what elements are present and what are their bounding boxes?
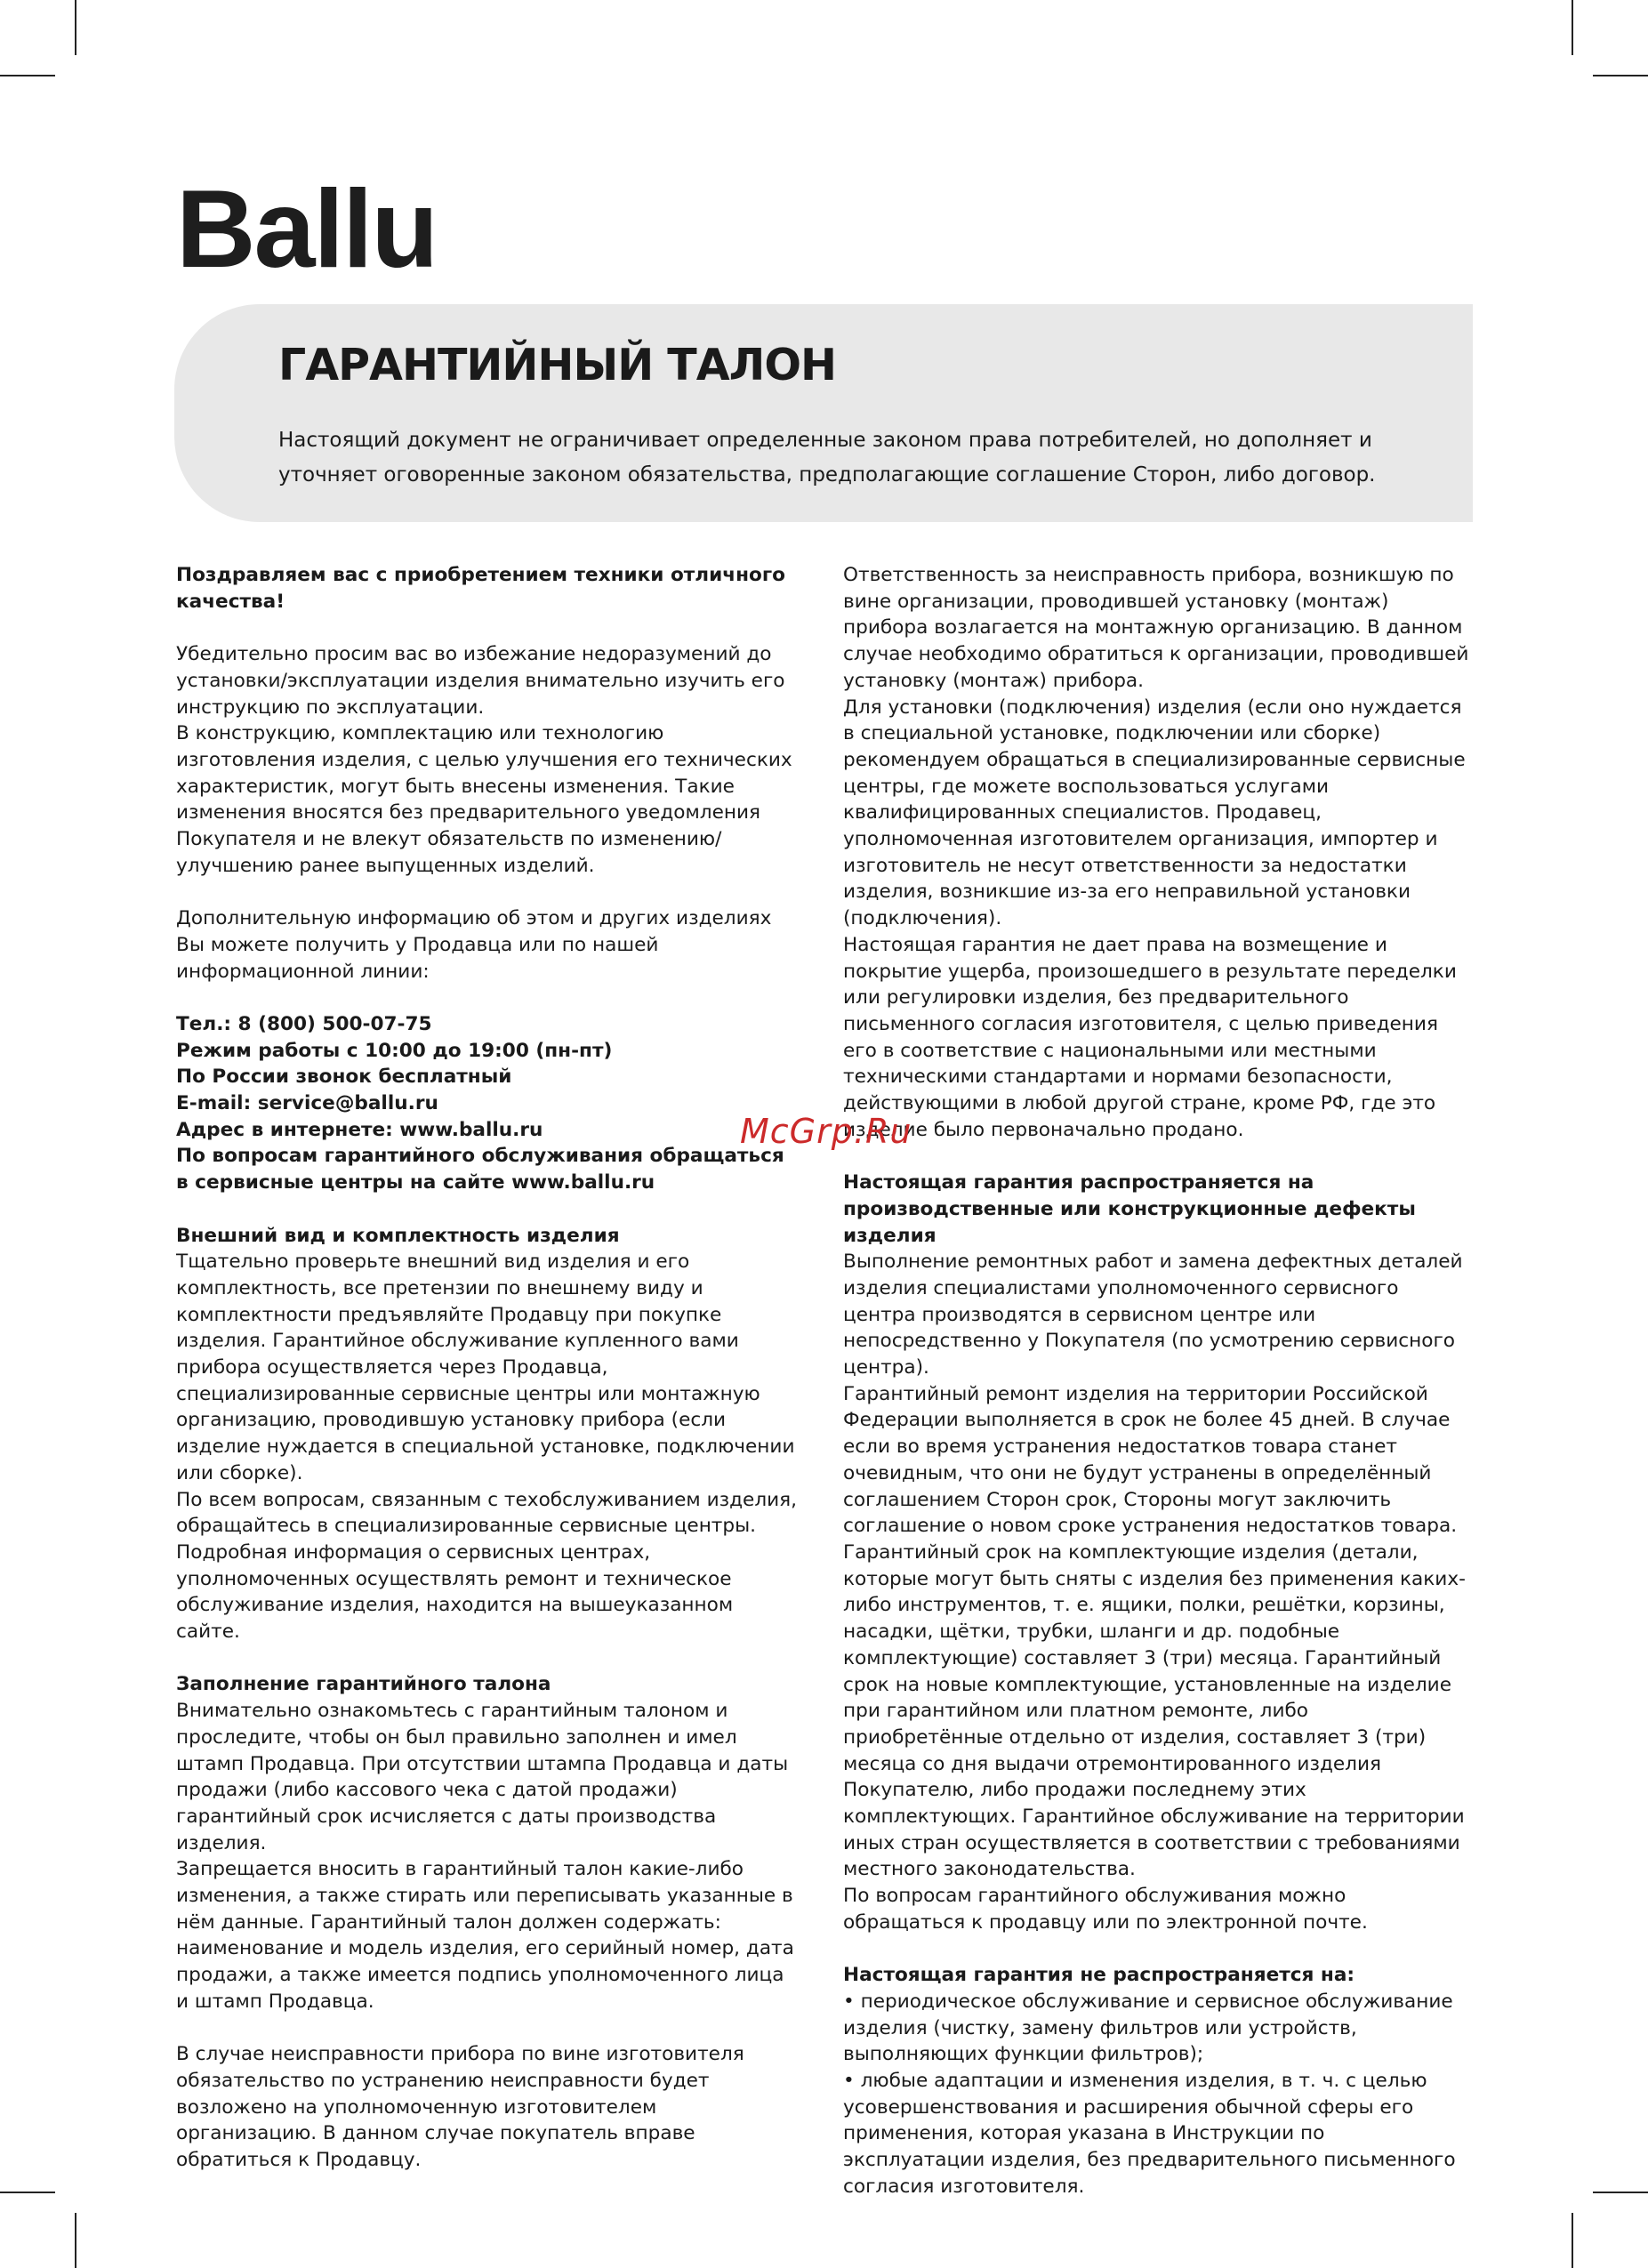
paragraph: Убедительно просим вас во избежание недоразумений до установки/эксплуатации изделия внимательно изучить его инструкцию по эксплуатации. — [176, 643, 785, 719]
contact-free-call: По России звонок бесплатный — [176, 1066, 512, 1089]
crop-mark — [1593, 75, 1648, 76]
paragraph: Выполнение ремонтных работ и замена дефектных деталей изделия специалистами уполномоченного сервисного центра производятся в сервисном центре или непосредственно у Покупателя (по усмотрению сервисного центра). — [843, 1251, 1463, 1379]
crop-mark — [0, 2192, 55, 2193]
paragraph: Гарантийный срок на комплектующие изделия (детали, которые могут быть сняты с изделия без применения каких-либо инструментов, т. е. ящики, полки, решётки, корзины, насадки, щётки, трубки, шланги и др. подобные комплектующие) составляет 3 (три) месяца. Гарантийный срок на новые комплектующие, установленные на изделие при гарантийном или платном ремонте, либо приобретённые отдельно от изделия, составляет 3 (три) месяца со дня выдачи отремонтированного изделия Покупателю, либо продажи последнему этих комплектующих. Гарантийное обслуживание на территории иных стран осуществляется в соответствии с требованиями местного законодательства. — [843, 1541, 1466, 1881]
contact-phone: Тел.: 8 (800) 500-07-75 — [176, 1012, 432, 1035]
list-item: • любые адаптации и изменения изделия, в т. ч. с целью усовершенствования и расширения обычной сферы его применения, которая указана в Инструкции по эксплуатации изделия, без предварительного письменного согласия изготовителя. — [843, 2070, 1456, 2198]
section-heading: Внешний вид и комплектность изделия — [176, 1224, 620, 1247]
contact-email: E-mail: service@ballu.ru — [176, 1092, 438, 1115]
section-heading: Настоящая гарантия распространяется на производственные или конструкционные дефекты изделия — [843, 1171, 1416, 1247]
paragraph: Настоящая гарантия не дает права на возмещение и покрытие ущерба, произошедшего в результате переделки или регулировки изделия, без предварительного письменного согласия изготовителя, с целью приведения его в соответствие с национальными или местными техническими стандартами и нормами безопасности, действующими в любой другой стране, кроме РФ, где это изделие было первоначально продано. — [843, 933, 1457, 1141]
crop-mark — [75, 0, 76, 55]
paragraph: В конструкцию, комплектацию или технологию изготовления изделия, с целью улучшения его технических характеристик, могут быть внесены изменения. Такие изменения вносятся без предварительного уведомления Покупателя и не влекут обязательств по изменению/улучшению ранее выпущенных изделий. — [176, 722, 792, 877]
congrats-heading: Поздравляем вас с приобретением техники отличного качества! — [176, 564, 785, 613]
watermark: McGrp.Ru — [740, 1112, 912, 1151]
section-heading: Настоящая гарантия не распространяется на: — [843, 1964, 1355, 1987]
right-column — [843, 562, 1470, 2200]
contact-site: Адрес в интернете: www.ballu.ru — [176, 1118, 543, 1141]
contact-block — [176, 1011, 799, 1196]
crop-mark — [1572, 2213, 1573, 2268]
page-title: ГАРАНТИЙНЫЙ ТАЛОН — [278, 340, 836, 390]
crop-mark — [1572, 0, 1573, 55]
paragraph: Дополнительную информацию об этом и других изделиях Вы можете получить у Продавца или по нашей информационной линии: — [176, 907, 772, 983]
paragraph: Запрещается вносить в гарантийный талон какие-либо изменения, а также стирать или переписывать указанные в нём данные. Гарантийный талон должен содержать: наименование и модель изделия, его серийный номер, дата продажи, а также имеется подпись уполномоченного лица и штамп Продавца. — [176, 1858, 794, 2013]
intro-text: Настоящий документ не ограничивает определенные законом права потребителей, но дополняет и уточняет оговоренные законом обязательства, предполагающие соглашение Сторон, либо договор. — [278, 429, 1376, 487]
paragraph: Гарантийный ремонт изделия на территории Российской Федерации выполняется в срок не более 45 дней. В случае если во время устранения недостатков товара станет очевидным, что они не будут устранены в определённый соглашением Сторон срок, Стороны могут заключить соглашение о новом сроке устранения недостатков товара. — [843, 1382, 1458, 1538]
paragraph: В случае неисправности прибора по вине изготовителя обязательство по устранению неисправности будет возложено на уполномоченную изготовителем организацию. В данном случае покупатель вправе обратиться к Продавцу. — [176, 2043, 744, 2172]
left-column — [176, 562, 799, 2174]
contact-hours: Режим работы с 10:00 до 19:00 (пн-пт) — [176, 1039, 613, 1062]
contact-service: По вопросам гарантийного обслуживания обращаться в сервисные центры на сайте www.ballu.ru — [176, 1145, 784, 1194]
paragraph: По всем вопросам, связанным с техобслуживанием изделия, обращайтесь в специализированные сервисные центры. Подробная информация о сервисных центрах, уполномоченных осуществлять ремонт и техническое обслуживание изделия, находится на вышеуказанном сайте. — [176, 1488, 798, 1644]
paragraph: Тщательно проверьте внешний вид изделия и его комплектность, все претензии по внешнему виду и комплектности предъявляйте Продавцу при покупке изделия. Гарантийное обслуживание купленного вами прибора осуществляется через Продавца, специализированные сервисные центры или монтажную организацию, проводившую установку прибора (если изделие нуждается в специальной установке, подключении или сборке). — [176, 1251, 795, 1484]
crop-mark — [75, 2213, 76, 2268]
paragraph: Внимательно ознакомьтесь с гарантийным талоном и проследите, чтобы он был правильно заполнен и имел штамп Продавца. При отсутствии штампа Продавца и даты продажи (либо кассового чека с датой продажи) гарантийный срок исчисляется с даты производства изделия. — [176, 1700, 789, 1854]
crop-mark — [0, 75, 55, 76]
crop-mark — [1593, 2192, 1648, 2193]
brand-logo: Ballu — [176, 168, 438, 291]
section-heading: Заполнение гарантийного талона — [176, 1673, 551, 1696]
paragraph: По вопросам гарантийного обслуживания можно обращаться к продавцу или по электронной почте. — [843, 1885, 1368, 1934]
paragraph: Для установки (подключения) изделия (если оно нуждается в специальной установке, подключении или сборке) рекомендуем обращаться в специализированные сервисные центры, где можете воспользоваться услугами квалифицированных специалистов. Продавец, уполномоченная изготовителем организация, импортер и изготовитель не несут ответственности за недостатки изделия, возникшие из-за его неправильной установки (подключения). — [843, 696, 1466, 930]
paragraph: Ответственность за неисправность прибора, возникшую по вине организации, проводившей установку (монтаж) прибора возлагается на монтажную организацию. В данном случае необходимо обратиться к организации, проводившей установку (монтаж) прибора. — [843, 564, 1469, 692]
list-item: • периодическое обслуживание и сервисное обслуживание изделия (чистку, замену фильтров или устройств, выполняющих функции фильтров); — [843, 1990, 1453, 2066]
